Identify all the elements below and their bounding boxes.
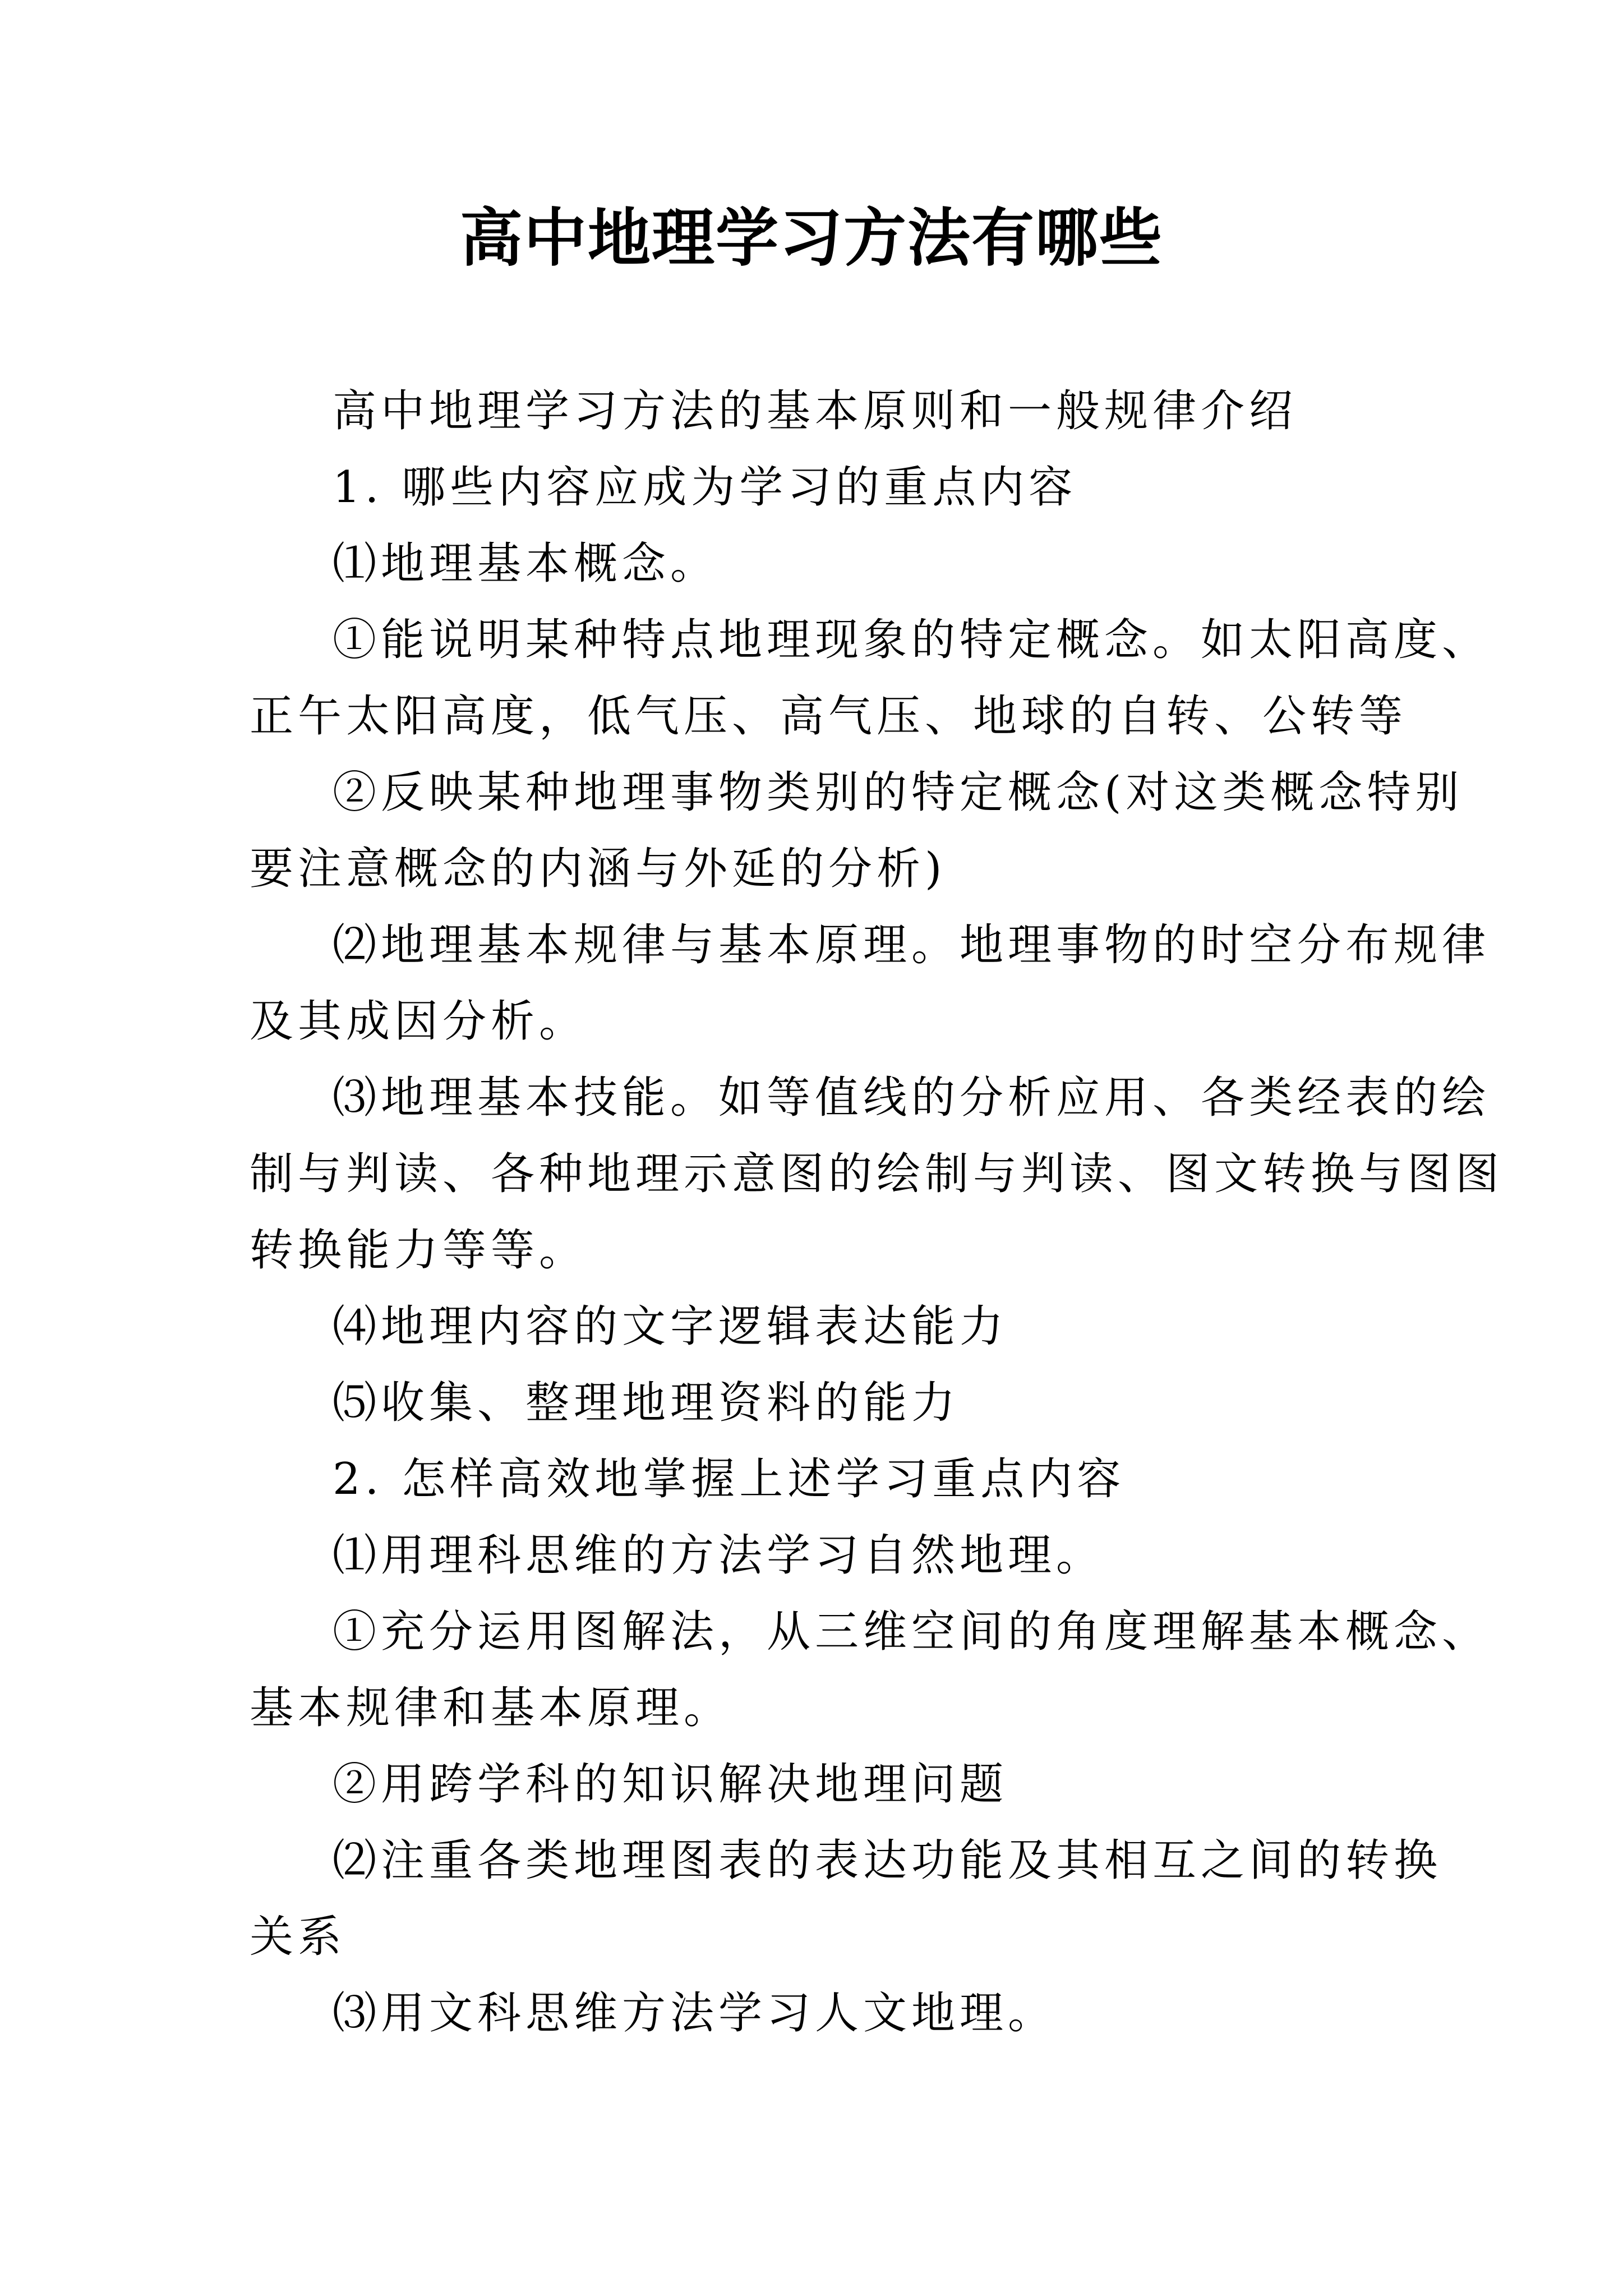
text-line: 要注意概念的内涵与外延的分析) (250, 844, 947, 894)
text-line: 基本规律和基本原理。 (250, 1683, 732, 1733)
text-line: 关系 (250, 1912, 347, 1962)
text-line: 制与判读、各种地理示意图的绘制与判读、图文转换与图图 (250, 1149, 1504, 1199)
text-line: ⑷地理内容的文字逻辑表达能力 (333, 1301, 1008, 1352)
document-title: 高中地理学习方法有哪些 (460, 201, 1163, 275)
text-line: ⑵地理基本规律与基本原理。地理事物的时空分布规律 (333, 920, 1491, 970)
document-body (250, 373, 1504, 2051)
text-line: ⑸收集、整理地理资料的能力 (333, 1378, 960, 1428)
text-line: 高中地理学习方法的基本原则和一般规律介绍 (333, 386, 1298, 436)
text-line: 2. 怎样高效地掌握上述学习重点内容 (333, 1454, 1126, 1504)
text-line: ⑴用理科思维的方法学习自然地理。 (333, 1530, 1105, 1581)
text-line: 1. 哪些内容应成为学习的重点内容 (333, 462, 1077, 513)
text-line: ②用跨学科的知识解决地理问题 (333, 1759, 1008, 1810)
text-line: ⑴地理基本概念。 (333, 539, 719, 589)
text-line: ①能说明某种特点地理现象的特定概念。如太阳高度、 (333, 615, 1491, 665)
text-line: ⑶用文科思维方法学习人文地理。 (333, 1988, 1057, 2039)
text-line: 及其成因分析。 (250, 996, 588, 1047)
text-line: ⑶地理基本技能。如等值线的分析应用、各类经表的绘 (333, 1073, 1491, 1123)
text-line: ①充分运用图解法，从三维空间的角度理解基本概念、 (333, 1607, 1491, 1657)
text-line: 转换能力等等。 (250, 1225, 588, 1276)
text-line: 正午太阳高度，低气压、高气压、地球的自转、公转等 (250, 691, 1408, 742)
text-line: ⑵注重各类地理图表的表达功能及其相互之间的转换 (333, 1835, 1442, 1886)
text-line: ②反映某种地理事物类别的特定概念(对这类概念特别 (333, 767, 1464, 818)
